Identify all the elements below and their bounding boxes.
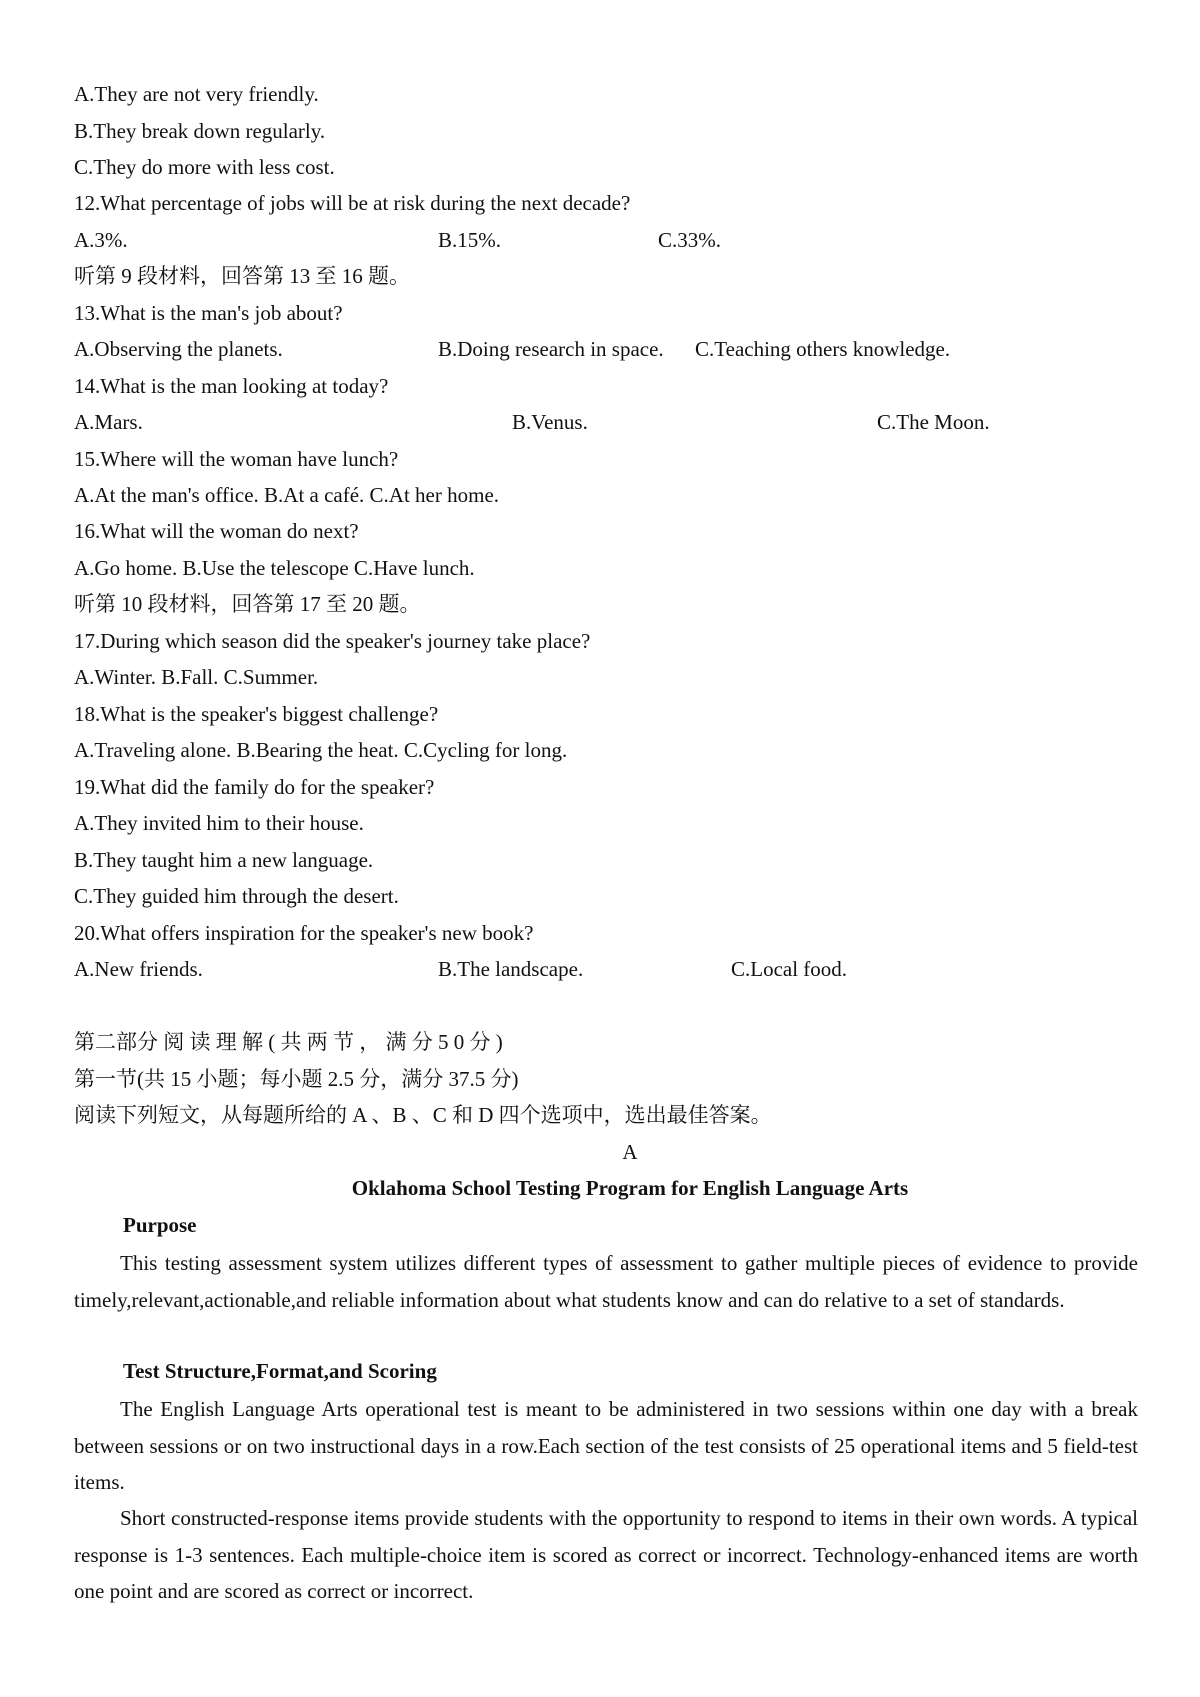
q13-option-a: A.Observing the planets. xyxy=(74,337,283,361)
q12-question: 12.What percentage of jobs will be at risk during the next decade? xyxy=(74,191,631,215)
q16-options: A.Go home. B.Use the telescope C.Have lunch. xyxy=(74,556,475,580)
purpose-heading: Purpose xyxy=(123,1213,197,1237)
part-two-heading: 第二部分 阅 读 理 解 ( 共 两 节 ， 满 分 5 0 分 ) xyxy=(74,1030,503,1054)
section-9-instruction: 听第 9 段材料，回答第 13 至 16 题。 xyxy=(74,264,410,288)
q16-question: 16.What will the woman do next? xyxy=(74,519,359,543)
q11-option-b: B.They break down regularly. xyxy=(74,119,326,143)
q14-option-b: B.Venus. xyxy=(512,410,588,434)
q13-option-b: B.Doing research in space. xyxy=(438,337,664,361)
q17-question: 17.During which season did the speaker's journey take place? xyxy=(74,629,591,653)
q19-option-a: A.They invited him to their house. xyxy=(74,811,364,835)
q13-option-c: C.Teaching others knowledge. xyxy=(695,337,951,361)
q11-option-c: C.They do more with less cost. xyxy=(74,155,335,179)
section-one-heading: 第一节(共 15 小题；每小题 2.5 分，满分 37.5 分) xyxy=(74,1067,519,1091)
reading-instruction: 阅读下列短文，从每题所给的 A 、B 、C 和 D 四个选项中，选出最佳答案。 xyxy=(74,1103,772,1127)
purpose-paragraph: This testing assessment system utilizes different types of assessment to gather multiple pieces of evidence to provide timely,relevant,actionable,and reliable information about what students know and can do relative to a set of standards. xyxy=(74,1251,1138,1312)
q19-option-b: B.They taught him a new language. xyxy=(74,848,374,872)
q14-question: 14.What is the man looking at today? xyxy=(74,374,389,398)
q20-option-b: B.The landscape. xyxy=(438,957,584,981)
q20-option-c: C.Local food. xyxy=(731,957,848,981)
passage-title: Oklahoma School Testing Program for English Language Arts xyxy=(351,1176,909,1200)
q17-options: A.Winter. B.Fall. C.Summer. xyxy=(74,665,319,689)
q12-option-a: A.3%. xyxy=(74,228,128,252)
q20-option-a: A.New friends. xyxy=(74,957,203,981)
q15-question: 15.Where will the woman have lunch? xyxy=(74,447,399,471)
q14-option-a: A.Mars. xyxy=(74,410,143,434)
q20-question: 20.What offers inspiration for the speaker's new book? xyxy=(74,921,534,945)
q18-question: 18.What is the speaker's biggest challenge? xyxy=(74,702,439,726)
q13-question: 13.What is the man's job about? xyxy=(74,301,343,325)
q18-options: A.Traveling alone. B.Bearing the heat. C.Cycling for long. xyxy=(74,738,568,762)
q15-options: A.At the man's office. B.At a café. C.At her home. xyxy=(74,483,500,507)
test-structure-heading: Test Structure,Format,and Scoring xyxy=(123,1359,437,1383)
passage-label: A xyxy=(622,1140,638,1164)
q12-option-c: C.33%. xyxy=(658,228,721,252)
test-structure-paragraph-2: Short constructed-response items provide students with the opportunity to respond to items in their own words. A typical response is 1-3 sentences. Each multiple-choice item is scored as correct or incorrect. Technology-enhanced items are worth one point and are scored as correct or incorrect. xyxy=(74,1506,1138,1603)
q12-option-b: B.15%. xyxy=(438,228,501,252)
q11-option-a: A.They are not very friendly. xyxy=(74,82,319,106)
q19-question: 19.What did the family do for the speaker? xyxy=(74,775,435,799)
q14-option-c: C.The Moon. xyxy=(877,410,990,434)
test-structure-paragraph-1: The English Language Arts operational test is meant to be administered in two sessions within one day with a break between sessions or on two instructional days in a row.Each section of the test consists of 25 operational items and 5 field-test items. xyxy=(74,1397,1138,1494)
section-10-instruction: 听第 10 段材料，回答第 17 至 20 题。 xyxy=(74,592,421,616)
q19-option-c: C.They guided him through the desert. xyxy=(74,884,399,908)
